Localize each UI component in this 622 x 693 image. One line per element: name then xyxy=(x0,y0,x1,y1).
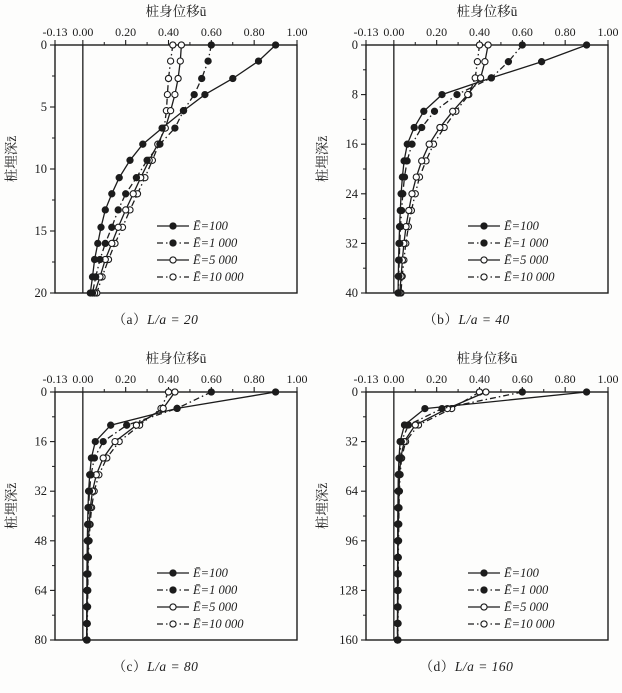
data-point xyxy=(230,75,236,81)
y-axis-ticks xyxy=(339,385,366,647)
data-point xyxy=(413,174,419,180)
data-point xyxy=(178,42,184,48)
data-point xyxy=(174,405,180,411)
data-point xyxy=(483,389,489,395)
data-point xyxy=(539,59,545,65)
data-point xyxy=(395,538,401,544)
series-line xyxy=(398,392,486,640)
legend-label: Ē=10 000 xyxy=(504,617,555,631)
data-point xyxy=(160,405,166,411)
x-tick-label: 0.40 xyxy=(469,25,491,39)
data-point xyxy=(426,141,432,147)
x-tick-label: 1.00 xyxy=(597,25,619,39)
data-point xyxy=(130,191,136,197)
x-tick-label: 0.80 xyxy=(554,372,576,386)
data-point xyxy=(395,273,401,279)
x-axis-ticks xyxy=(43,25,308,45)
data-point xyxy=(157,141,163,147)
caption-formula: L/a = 80 xyxy=(147,659,199,674)
data-point xyxy=(397,439,403,445)
legend xyxy=(468,219,555,284)
x-tick-label: 0.60 xyxy=(511,372,533,386)
x-axis-ticks xyxy=(354,25,619,45)
legend-marker xyxy=(481,587,487,593)
x-tick-label: -0.13 xyxy=(353,25,379,39)
legend-label: Ē=5 000 xyxy=(504,253,549,267)
y-axis-ticks xyxy=(35,38,56,300)
caption-formula: L/a = 20 xyxy=(147,312,199,327)
legend-label: Ē=100 xyxy=(193,566,228,580)
legend-label: Ē=100 xyxy=(504,219,539,233)
data-point xyxy=(84,554,90,560)
data-point xyxy=(116,175,122,181)
chart-svg xyxy=(311,0,622,302)
y-tick-label: 5 xyxy=(40,100,47,114)
data-point xyxy=(92,439,98,445)
x-axis-title: 桩身位移ū xyxy=(145,4,207,19)
data-point xyxy=(109,224,115,230)
x-tick-label: 0.80 xyxy=(243,25,265,39)
data-point xyxy=(396,257,402,263)
legend-label: Ē=1 000 xyxy=(193,236,238,250)
data-point xyxy=(191,92,197,98)
data-point xyxy=(88,455,94,461)
data-point xyxy=(168,58,174,64)
data-point xyxy=(437,124,443,130)
data-point xyxy=(476,42,482,48)
data-point xyxy=(394,587,400,593)
data-point xyxy=(168,108,174,114)
chart-a-plot xyxy=(0,0,311,302)
legend-label: Ē=1 000 xyxy=(504,236,549,250)
x-tick-label: 0.20 xyxy=(426,372,448,386)
y-axis-title: 桩埋深z̄ xyxy=(315,482,330,530)
data-point xyxy=(177,58,183,64)
legend-marker xyxy=(170,257,176,263)
data-point xyxy=(208,389,214,395)
data-point xyxy=(95,240,101,246)
data-point xyxy=(208,42,214,48)
data-point xyxy=(124,422,130,428)
y-tick-label: 0 xyxy=(40,385,47,399)
legend-marker xyxy=(481,274,487,280)
data-point xyxy=(100,455,106,461)
data-point xyxy=(205,58,211,64)
y-tick-label: 16 xyxy=(345,137,358,152)
chart-panel-c xyxy=(0,347,311,693)
data-point xyxy=(123,207,129,213)
data-point xyxy=(454,92,460,98)
data-point xyxy=(86,488,92,494)
x-tick-label: 1.00 xyxy=(286,372,308,386)
data-point xyxy=(133,175,139,181)
data-point xyxy=(482,59,488,65)
data-point xyxy=(172,92,178,98)
series-100 xyxy=(395,42,590,296)
y-axis-title: 桩埋深z̄ xyxy=(315,135,330,183)
x-axis-title: 桩身位移ū xyxy=(456,351,518,366)
legend-marker xyxy=(170,274,176,280)
x-tick-label: 0.00 xyxy=(72,25,94,39)
legend-marker xyxy=(481,223,487,229)
data-point xyxy=(439,92,445,98)
legend-label: Ē=5 000 xyxy=(504,600,549,614)
caption-prefix: （a） xyxy=(112,312,148,327)
legend-label: Ē=1 000 xyxy=(504,583,549,597)
y-axis-title: 桩埋深z̄ xyxy=(4,135,19,183)
data-point xyxy=(397,207,403,213)
x-tick-label: 0.80 xyxy=(554,25,576,39)
y-tick-label: 10 xyxy=(34,162,47,176)
legend-marker xyxy=(481,604,487,610)
data-point xyxy=(394,620,400,626)
y-tick-label: 0 xyxy=(351,38,358,52)
data-point xyxy=(180,108,186,114)
legend-marker xyxy=(170,240,176,246)
data-point xyxy=(273,42,279,48)
data-point xyxy=(102,240,108,246)
data-point xyxy=(159,125,165,131)
caption-formula: L/a = 40 xyxy=(458,312,510,327)
x-tick-label: 0.20 xyxy=(426,25,448,39)
chart-svg xyxy=(0,0,311,302)
caption-prefix: （b） xyxy=(423,312,459,327)
data-point xyxy=(144,157,150,163)
y-axis-title: 桩埋深z̄ xyxy=(4,482,19,530)
legend-label: Ē=10 000 xyxy=(193,617,244,631)
series-line xyxy=(90,45,275,293)
y-axis-ticks xyxy=(35,385,56,647)
data-point xyxy=(140,141,146,147)
data-point xyxy=(485,42,491,48)
chart-panel-b xyxy=(311,0,622,347)
legend-marker xyxy=(170,621,176,627)
y-tick-label: 0 xyxy=(40,38,47,52)
y-tick-label: 160 xyxy=(339,633,358,647)
data-point xyxy=(109,240,115,246)
x-tick-label: 0.60 xyxy=(200,25,222,39)
data-point xyxy=(412,422,418,428)
x-tick-label: 0.20 xyxy=(115,25,137,39)
series-5000 xyxy=(84,389,178,643)
data-point xyxy=(115,224,121,230)
legend-marker xyxy=(170,570,176,576)
series-line xyxy=(400,45,488,293)
data-point xyxy=(123,191,129,197)
data-point xyxy=(395,521,401,527)
data-point xyxy=(399,174,405,180)
data-point xyxy=(273,389,279,395)
series-line xyxy=(401,45,480,293)
data-point xyxy=(395,505,401,511)
data-point xyxy=(488,75,494,81)
legend-marker xyxy=(481,257,487,263)
series-100 xyxy=(394,389,589,643)
chart-c-caption xyxy=(0,655,311,675)
data-point xyxy=(395,472,401,478)
data-point xyxy=(165,75,171,81)
data-point xyxy=(165,389,171,395)
chart-b-caption xyxy=(311,308,622,328)
chart-svg xyxy=(311,347,622,649)
y-tick-label: 8 xyxy=(351,87,358,102)
chart-d-plot xyxy=(311,347,622,649)
data-point xyxy=(84,637,90,643)
data-point xyxy=(584,42,590,48)
series-line xyxy=(87,392,168,640)
data-point xyxy=(199,75,205,81)
data-point xyxy=(478,75,484,81)
data-point xyxy=(401,422,407,428)
data-point xyxy=(164,92,170,98)
chart-b-plot xyxy=(311,0,622,302)
chart-svg xyxy=(0,347,311,649)
chart-a-caption xyxy=(0,308,311,328)
legend-label: Ē=100 xyxy=(193,219,228,233)
series-10000 xyxy=(398,42,483,296)
legend xyxy=(157,566,244,631)
data-point xyxy=(419,124,425,130)
chart-d-caption xyxy=(311,655,622,675)
data-point xyxy=(84,587,90,593)
data-point xyxy=(397,224,403,230)
data-point xyxy=(519,42,525,48)
chart-panel-d xyxy=(311,347,622,693)
plot-border xyxy=(55,45,297,293)
x-tick-label: -0.13 xyxy=(42,25,68,39)
x-tick-label: 0.00 xyxy=(72,372,94,386)
y-axis-ticks xyxy=(346,38,367,300)
x-tick-label: 0.80 xyxy=(243,372,265,386)
x-tick-label: 0.00 xyxy=(383,372,405,386)
data-point xyxy=(404,141,410,147)
series-line xyxy=(398,392,480,640)
chart-panel-a xyxy=(0,0,311,347)
data-point xyxy=(108,422,114,428)
data-point xyxy=(422,406,428,412)
series-100 xyxy=(87,42,279,296)
x-tick-label: 0.00 xyxy=(383,25,405,39)
data-point xyxy=(87,472,93,478)
x-tick-label: -0.13 xyxy=(42,372,68,386)
x-tick-label: 0.60 xyxy=(511,25,533,39)
y-tick-label: 32 xyxy=(345,434,358,449)
data-point xyxy=(474,59,480,65)
y-tick-label: 96 xyxy=(345,533,358,548)
x-tick-label: -0.13 xyxy=(353,372,379,386)
series-line xyxy=(398,45,586,293)
data-point xyxy=(396,240,402,246)
legend-label: Ē=10 000 xyxy=(504,270,555,284)
series-line xyxy=(97,45,173,293)
data-point xyxy=(112,439,118,445)
legend-marker xyxy=(481,240,487,246)
legend-label: Ē=5 000 xyxy=(193,253,238,267)
caption-formula: L/a = 160 xyxy=(454,659,514,674)
series-line xyxy=(398,392,587,640)
y-tick-label: 15 xyxy=(34,224,47,238)
y-tick-label: 40 xyxy=(345,286,358,300)
data-point xyxy=(394,637,400,643)
legend-marker xyxy=(481,570,487,576)
y-tick-label: 64 xyxy=(34,583,47,598)
x-axis-title: 桩身位移ū xyxy=(456,4,518,19)
y-tick-label: 48 xyxy=(34,533,47,548)
data-point xyxy=(401,158,407,164)
data-point xyxy=(100,439,106,445)
legend-label: Ē=10 000 xyxy=(193,270,244,284)
data-point xyxy=(519,389,525,395)
legend-label: Ē=1 000 xyxy=(193,583,238,597)
data-point xyxy=(450,108,456,114)
data-point xyxy=(419,158,425,164)
x-tick-label: 0.20 xyxy=(115,372,137,386)
plot-border xyxy=(366,392,608,640)
data-point xyxy=(85,521,91,527)
y-tick-label: 32 xyxy=(345,236,358,251)
x-tick-label: 0.60 xyxy=(200,372,222,386)
data-point xyxy=(394,604,400,610)
series-line xyxy=(87,392,276,640)
data-point xyxy=(505,59,511,65)
data-point xyxy=(395,554,401,560)
x-axis-title: 桩身位移ū xyxy=(145,351,207,366)
y-tick-label: 20 xyxy=(34,286,47,300)
y-tick-label: 64 xyxy=(345,484,358,499)
legend xyxy=(157,219,244,284)
data-point xyxy=(255,58,261,64)
legend-label: Ē=100 xyxy=(504,566,539,580)
data-point xyxy=(202,92,208,98)
y-tick-label: 0 xyxy=(351,385,358,399)
data-point xyxy=(89,274,95,280)
series-100 xyxy=(84,389,279,643)
data-point xyxy=(102,207,108,213)
data-point xyxy=(395,290,401,296)
legend-label: Ē=5 000 xyxy=(193,600,238,614)
data-point xyxy=(409,191,415,197)
data-point xyxy=(87,290,93,296)
data-point xyxy=(109,191,115,197)
caption-prefix: （d） xyxy=(419,659,455,674)
legend-marker xyxy=(170,223,176,229)
data-point xyxy=(84,604,90,610)
data-point xyxy=(398,191,404,197)
y-tick-label: 80 xyxy=(34,633,47,647)
data-point xyxy=(394,571,400,577)
x-tick-label: 0.40 xyxy=(158,372,180,386)
data-point xyxy=(431,108,437,114)
data-point xyxy=(92,256,98,262)
data-point xyxy=(172,389,178,395)
data-point xyxy=(170,42,176,48)
caption-prefix: （c） xyxy=(112,659,148,674)
x-tick-label: 0.40 xyxy=(158,25,180,39)
x-tick-label: 1.00 xyxy=(597,372,619,386)
data-point xyxy=(85,505,91,511)
data-point xyxy=(421,108,427,114)
data-point xyxy=(396,455,402,461)
y-tick-label: 32 xyxy=(34,484,47,499)
x-tick-label: 1.00 xyxy=(286,25,308,39)
legend-marker xyxy=(170,604,176,610)
y-tick-label: 128 xyxy=(339,583,358,598)
legend xyxy=(468,566,555,631)
data-point xyxy=(395,488,401,494)
data-point xyxy=(406,207,412,213)
data-point xyxy=(98,224,104,230)
data-point xyxy=(84,571,90,577)
data-point xyxy=(175,75,181,81)
y-tick-label: 24 xyxy=(345,186,358,201)
data-point xyxy=(411,124,417,130)
data-point xyxy=(84,621,90,627)
chart-c-plot xyxy=(0,347,311,649)
y-tick-label: 16 xyxy=(34,434,47,449)
x-tick-label: 0.40 xyxy=(469,372,491,386)
data-point xyxy=(465,92,471,98)
data-point xyxy=(84,538,90,544)
data-point xyxy=(584,389,590,395)
data-point xyxy=(127,157,133,163)
legend-marker xyxy=(481,621,487,627)
data-point xyxy=(115,207,121,213)
series-line xyxy=(87,392,175,640)
legend-marker xyxy=(170,587,176,593)
data-point xyxy=(172,125,178,131)
